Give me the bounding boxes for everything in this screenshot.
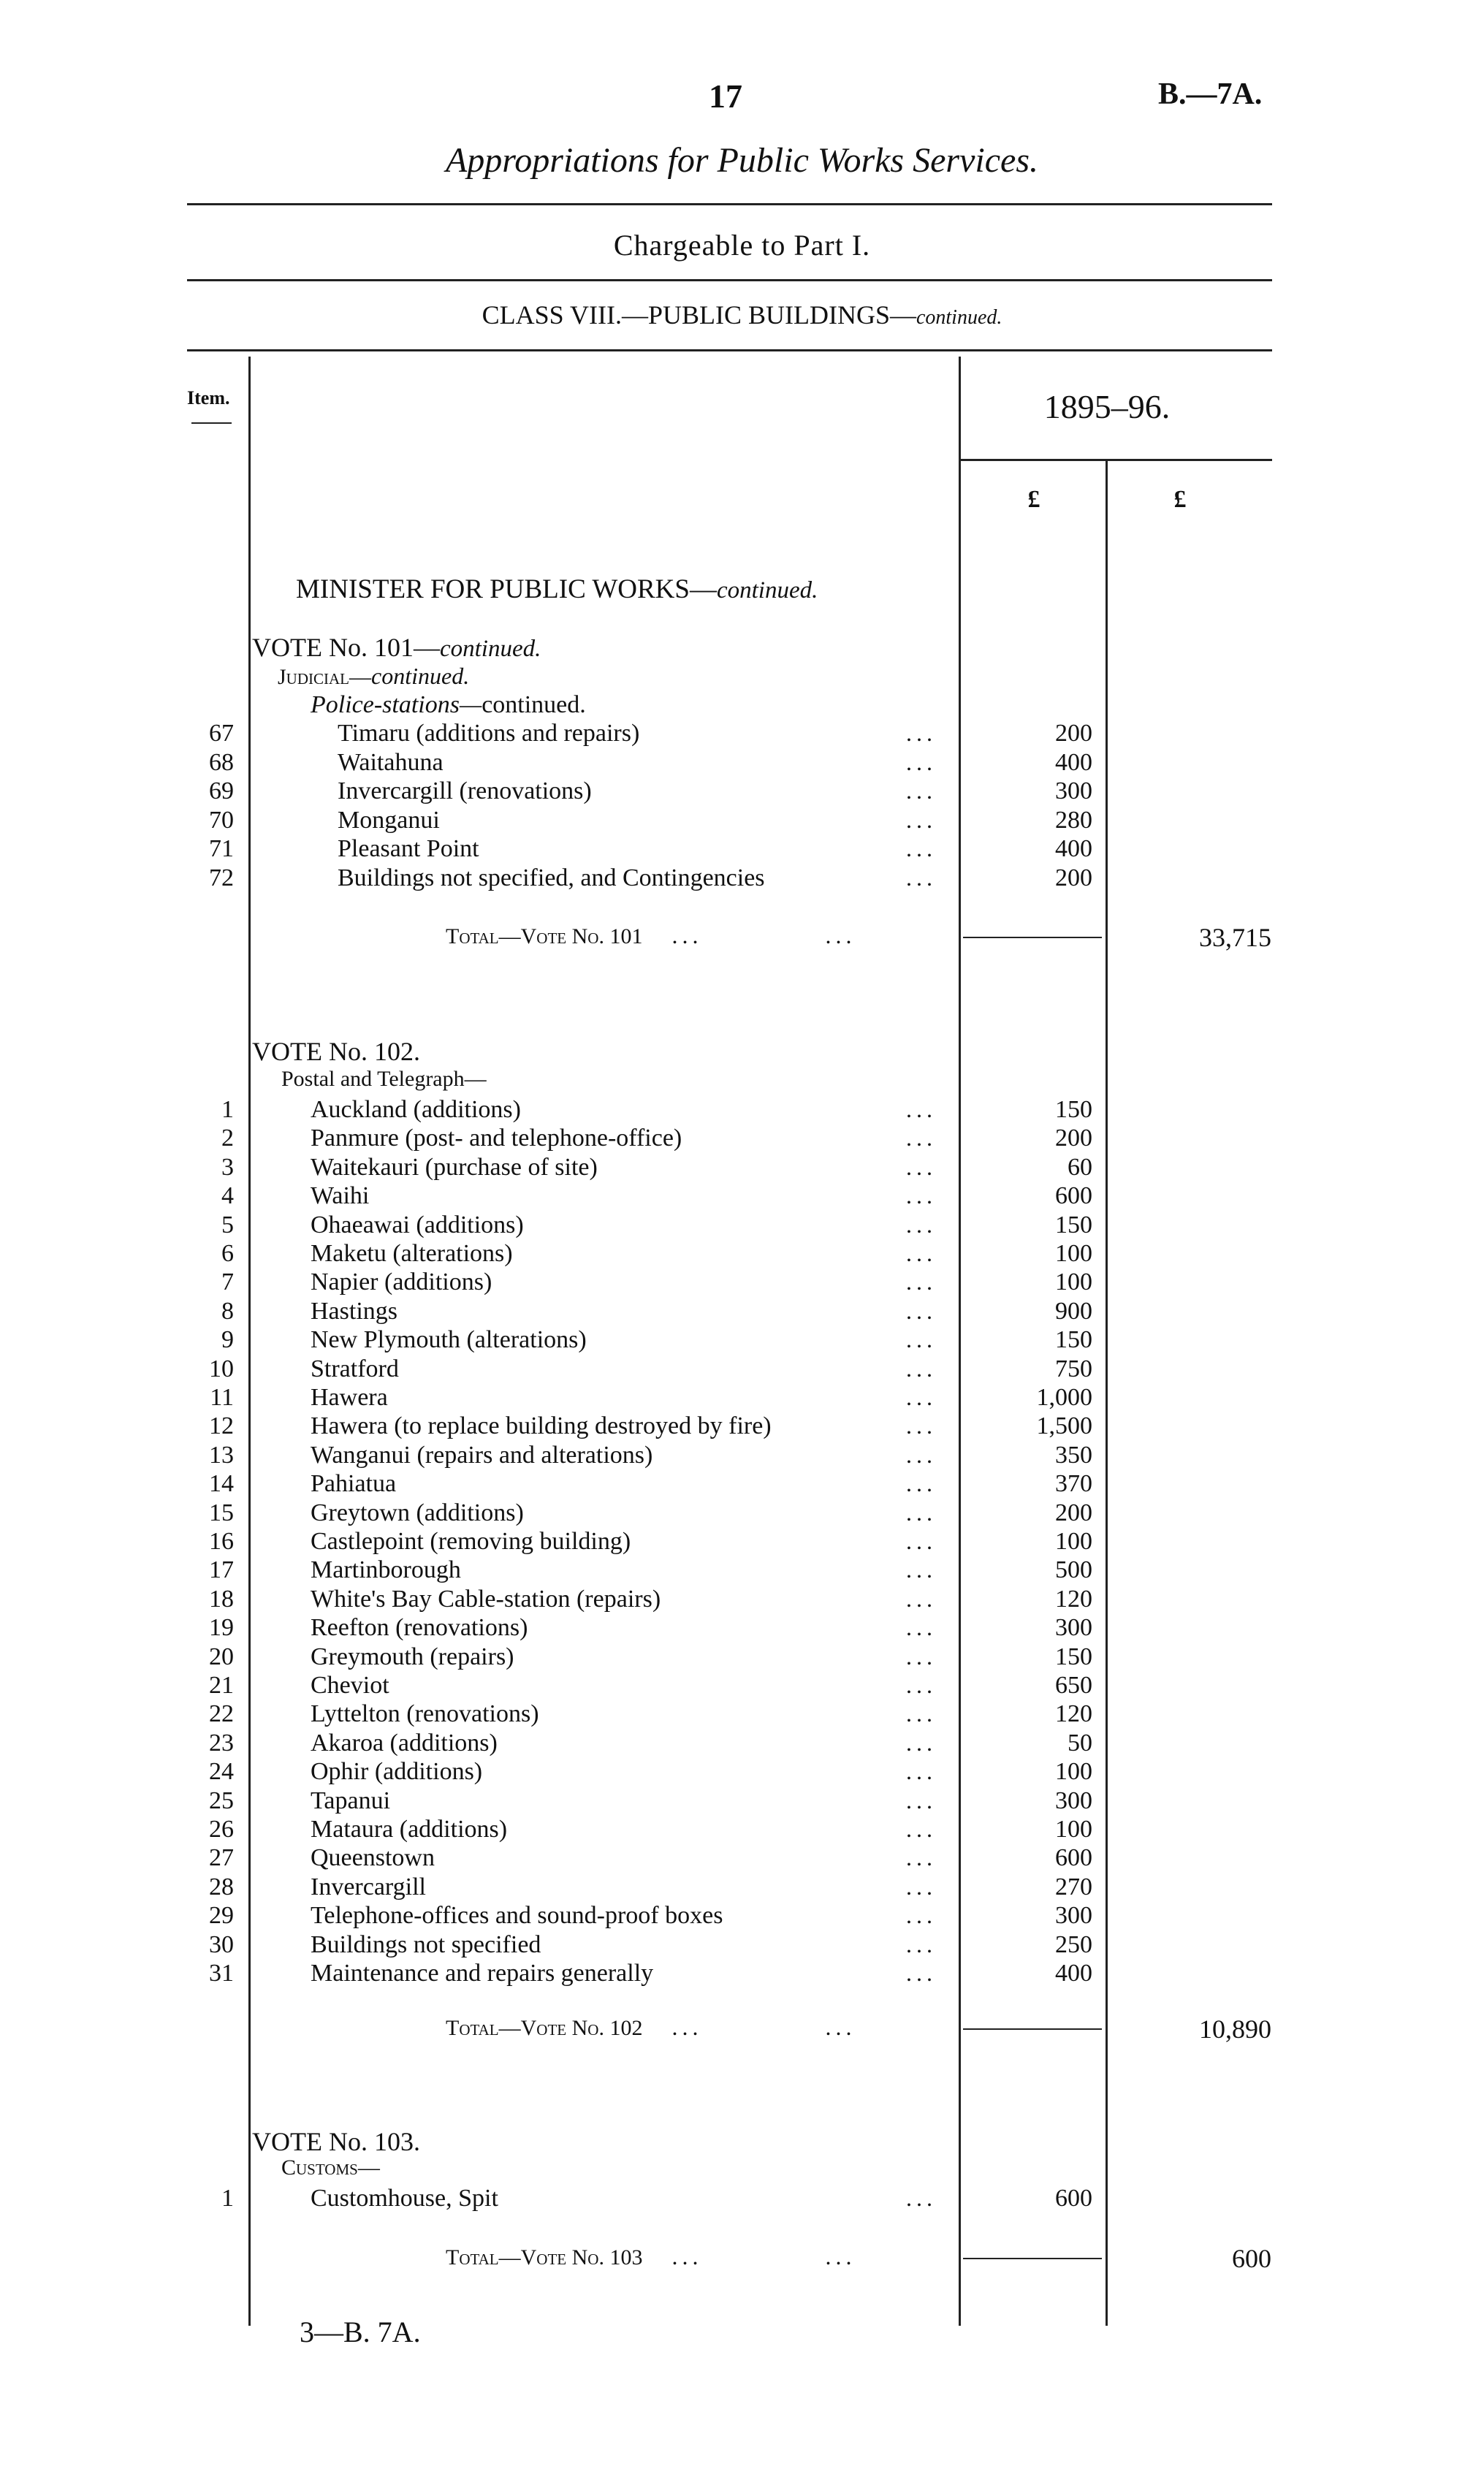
item-number: 24 (209, 1758, 234, 1786)
class-title: CLASS VIII.—PUBLIC BUILDINGS— (482, 300, 916, 330)
item-number: 26 (209, 1816, 234, 1843)
item-description: Waihi (311, 1182, 370, 1210)
item-description: Ohaeawai (additions) (311, 1211, 524, 1238)
item-description: Customhouse, Spit (311, 2185, 498, 2212)
item-number: 70 (209, 806, 234, 834)
item-amount: 200 (1055, 864, 1092, 891)
item-description: Buildings not specified (311, 1930, 541, 1958)
vote-103-section: Customs— (281, 2156, 380, 2180)
leader-dots: ... (906, 1470, 937, 1497)
item-description: Castlepoint (removing building) (311, 1528, 631, 1555)
minister-suffix: continued. (716, 577, 818, 604)
leader-dots: ... (906, 748, 937, 775)
leader-dots: ... (906, 1873, 937, 1900)
leader-dots: ... (906, 1268, 937, 1295)
item-description: Greymouth (repairs) (311, 1643, 514, 1670)
item-amount: 60 (1068, 1153, 1092, 1181)
leader-dots: ... (906, 835, 937, 862)
rule-top (187, 203, 1272, 205)
item-number: 8 (221, 1297, 234, 1325)
item-number: 30 (209, 1930, 234, 1958)
leader-dots: ... (906, 1700, 937, 1727)
leader-dots: ... (906, 1096, 937, 1122)
year-column-header: 1895–96. (1043, 388, 1171, 425)
vote-103-subtotal-rule (963, 2258, 1102, 2259)
leader-dots: ... (906, 1729, 937, 1756)
leader-dots: ... (906, 777, 937, 804)
item-amount: 400 (1055, 748, 1092, 776)
item-number: 28 (209, 1873, 234, 1900)
item-number: 6 (221, 1240, 234, 1267)
rule-year (961, 459, 1272, 461)
leader-dots: ... (906, 1441, 937, 1468)
vote-101-subsection-label: Police-stations— (311, 691, 482, 718)
chargeable-heading: Chargeable to Part I. (613, 229, 871, 262)
item-number: 1 (221, 1096, 234, 1123)
leader-dots: ... (906, 1412, 937, 1439)
item-description: Napier (additions) (311, 1268, 492, 1296)
leader-dots: ... (906, 1153, 937, 1180)
vote-102-section: Postal and Telegraph— (281, 1067, 487, 1091)
item-amount: 200 (1055, 720, 1092, 747)
item-number: 14 (209, 1470, 234, 1498)
item-description: Panmure (post- and telephone-office) (311, 1125, 682, 1152)
leader-dots: ... (906, 720, 937, 746)
item-number: 18 (209, 1585, 234, 1613)
rule-charge (187, 279, 1272, 281)
item-description: Ophir (additions) (311, 1758, 483, 1786)
item-description: Tapanui (311, 1787, 391, 1814)
item-number: 23 (209, 1729, 234, 1757)
item-amount: 300 (1055, 777, 1092, 805)
leader-dots: ... (906, 1930, 937, 1957)
item-amount: 370 (1055, 1470, 1092, 1498)
item-number: 3 (221, 1153, 234, 1181)
item-number: 20 (209, 1643, 234, 1670)
item-number: 69 (209, 777, 234, 805)
vote-102-subtotal-rule (963, 2028, 1102, 2030)
leader-dots: ... (906, 1844, 937, 1871)
item-description: Hawera (to replace building destroyed by fire) (311, 1412, 772, 1440)
column-divider-item (248, 357, 251, 2326)
leader-dots: ... (906, 1556, 937, 1583)
item-number: 68 (209, 748, 234, 776)
vote-101-total-amount: 33,715 (1199, 923, 1271, 952)
leader-dots: ... (906, 1960, 937, 1986)
item-number: 12 (209, 1412, 234, 1440)
item-underline (191, 422, 232, 424)
column-divider-total (1106, 459, 1108, 2326)
item-amount: 280 (1055, 806, 1092, 834)
item-amount: 100 (1055, 1240, 1092, 1267)
item-number: 19 (209, 1614, 234, 1642)
item-description: Monganui (338, 806, 440, 834)
vote-102-title: VOTE No. 102. (252, 1037, 420, 1066)
item-amount: 600 (1055, 2185, 1092, 2212)
leader-dots: ... (906, 1125, 937, 1152)
item-description: Maintenance and repairs generally (311, 1960, 654, 1987)
item-amount: 650 (1055, 1672, 1092, 1699)
item-amount: 100 (1055, 1816, 1092, 1843)
item-amount: 100 (1055, 1758, 1092, 1786)
item-amount: 600 (1055, 1844, 1092, 1872)
item-description: Invercargill (renovations) (338, 777, 592, 805)
item-amount: 300 (1055, 1902, 1092, 1930)
item-amount: 120 (1055, 1585, 1092, 1613)
item-amount: 900 (1055, 1297, 1092, 1325)
class-suffix: continued. (916, 306, 1002, 329)
item-number: 1 (221, 2185, 234, 2212)
item-description: Buildings not specified, and Contingencies (338, 864, 765, 891)
item-column-header: Item. (187, 387, 230, 408)
document-code: B.—7A. (1158, 77, 1263, 111)
item-description: Mataura (additions) (311, 1816, 508, 1843)
item-number: 4 (221, 1182, 234, 1210)
item-number: 17 (209, 1556, 234, 1584)
item-description: Reefton (renovations) (311, 1614, 528, 1642)
item-description: Auckland (additions) (311, 1096, 521, 1123)
item-description: Queenstown (311, 1844, 435, 1872)
item-number: 5 (221, 1211, 234, 1238)
item-amount: 150 (1055, 1643, 1092, 1670)
rule-class (187, 349, 1272, 351)
leader-dots: ... (906, 1787, 937, 1814)
vote-102-total-label: Total—Vote No. 102 ... ... (446, 2014, 856, 2040)
vote-101-label: VOTE No. 101— (252, 633, 440, 662)
item-amount: 150 (1055, 1211, 1092, 1238)
item-amount: 120 (1055, 1700, 1092, 1728)
item-amount: 750 (1055, 1355, 1092, 1382)
vote-102-total-text: Total—Vote No. 102 (446, 2016, 643, 2040)
leader-dots: ... (906, 1499, 937, 1526)
item-amount: 150 (1055, 1326, 1092, 1354)
item-number: 72 (209, 864, 234, 891)
item-number: 2 (221, 1125, 234, 1152)
item-amount: 1,500 (1036, 1412, 1092, 1440)
vote-101-suffix: continued. (439, 636, 541, 662)
item-amount: 1,000 (1036, 1384, 1092, 1411)
leader-dots: ... (906, 1297, 937, 1324)
item-description: Cheviot (311, 1672, 389, 1699)
vote-101-total-label: Total—Vote No. 101 ... ... (446, 922, 856, 948)
leader-dots: ... (906, 1211, 937, 1238)
leader-dots: ... (906, 1326, 937, 1353)
item-number: 15 (209, 1499, 234, 1526)
item-description: Maketu (alterations) (311, 1240, 513, 1267)
item-description: Wanganui (repairs and alterations) (311, 1441, 653, 1469)
item-description: Pleasant Point (338, 835, 479, 863)
item-amount: 50 (1068, 1729, 1092, 1757)
item-description: Waitahuna (338, 748, 444, 776)
item-amount: 500 (1055, 1556, 1092, 1584)
vote-101-subsection (311, 691, 586, 719)
item-amount: 270 (1055, 1873, 1092, 1900)
item-amount: 350 (1055, 1441, 1092, 1469)
currency-header-1: £ (1027, 486, 1040, 513)
footer-signature: 3—B. 7A. (300, 2316, 421, 2348)
item-description: Telephone-offices and sound-proof boxes (311, 1902, 723, 1930)
vote-101-subsection-suffix: continued. (482, 691, 586, 718)
item-amount: 400 (1055, 835, 1092, 863)
item-number: 71 (209, 835, 234, 863)
item-number: 67 (209, 720, 234, 747)
item-description: Akaroa (additions) (311, 1729, 498, 1757)
item-amount: 200 (1055, 1499, 1092, 1526)
item-amount: 600 (1055, 1182, 1092, 1210)
item-number: 31 (209, 1960, 234, 1987)
item-number: 10 (209, 1355, 234, 1382)
item-number: 22 (209, 1700, 234, 1728)
leader-dots: ... (906, 1585, 937, 1612)
page-number: 17 (709, 77, 742, 115)
item-amount: 150 (1055, 1096, 1092, 1123)
leader-dots: ... (906, 1355, 937, 1382)
item-number: 16 (209, 1528, 234, 1555)
item-number: 9 (221, 1326, 234, 1354)
item-description: Waitekauri (purchase of site) (311, 1153, 598, 1181)
item-description: Greytown (additions) (311, 1499, 524, 1526)
item-amount: 200 (1055, 1125, 1092, 1152)
item-amount: 300 (1055, 1614, 1092, 1642)
minister-label: MINISTER FOR PUBLIC WORKS— (296, 574, 717, 604)
leader-dots: ... (906, 1816, 937, 1842)
vote-103-total-label: Total—Vote No. 103 ... ... (446, 2243, 856, 2269)
vote-103-title: VOTE No. 103. (252, 2127, 420, 2156)
vote-101-section (278, 663, 469, 690)
item-number: 7 (221, 1268, 234, 1296)
vote-102-total-amount: 10,890 (1199, 2014, 1271, 2044)
item-description: Stratford (311, 1355, 399, 1382)
item-amount: 250 (1055, 1930, 1092, 1958)
currency-header-2: £ (1173, 486, 1187, 513)
minister-heading (296, 574, 818, 605)
page-title: Appropriations for Public Works Services. (445, 141, 1039, 180)
leader-dots: ... (906, 1672, 937, 1698)
leader-dots: ... (906, 1384, 937, 1410)
class-heading (0, 300, 1484, 330)
vote-101-subtotal-rule (963, 937, 1102, 938)
item-description: Pahiatua (311, 1470, 397, 1498)
leader-dots: ... (906, 864, 937, 891)
item-number: 27 (209, 1844, 234, 1872)
item-number: 25 (209, 1787, 234, 1814)
item-amount: 100 (1055, 1268, 1092, 1296)
leader-dots: ... (906, 1902, 937, 1929)
item-number: 29 (209, 1902, 234, 1930)
leader-dots: ... (906, 1758, 937, 1785)
vote-103-total-amount: 600 (1232, 2244, 1271, 2273)
item-amount: 400 (1055, 1960, 1092, 1987)
leader-dots: ... (906, 806, 937, 833)
leader-dots: ... (906, 2185, 937, 2211)
item-description: Hastings (311, 1297, 397, 1325)
item-description: Hawera (311, 1384, 388, 1411)
vote-101-total-text: Total—Vote No. 101 (446, 924, 643, 948)
leader-dots: ... (906, 1614, 937, 1641)
item-description: Lyttelton (renovations) (311, 1700, 539, 1728)
vote-103-total-text: Total—Vote No. 103 (446, 2245, 643, 2269)
item-amount: 300 (1055, 1787, 1092, 1814)
item-number: 13 (209, 1441, 234, 1469)
item-description: New Plymouth (alterations) (311, 1326, 587, 1354)
item-description: Timaru (additions and repairs) (338, 720, 640, 747)
leader-dots: ... (906, 1182, 937, 1209)
item-number: 11 (210, 1384, 234, 1411)
leader-dots: ... (906, 1528, 937, 1554)
vote-101-section-label: Judicial— (278, 665, 371, 689)
leader-dots: ... (906, 1643, 937, 1670)
item-number: 21 (209, 1672, 234, 1699)
item-description: White's Bay Cable-station (repairs) (311, 1585, 661, 1613)
vote-101-title (252, 632, 541, 663)
item-amount: 100 (1055, 1528, 1092, 1555)
vote-101-section-suffix: continued. (371, 663, 470, 689)
item-description: Martinborough (311, 1556, 461, 1584)
leader-dots: ... (906, 1240, 937, 1266)
item-description: Invercargill (311, 1873, 426, 1900)
